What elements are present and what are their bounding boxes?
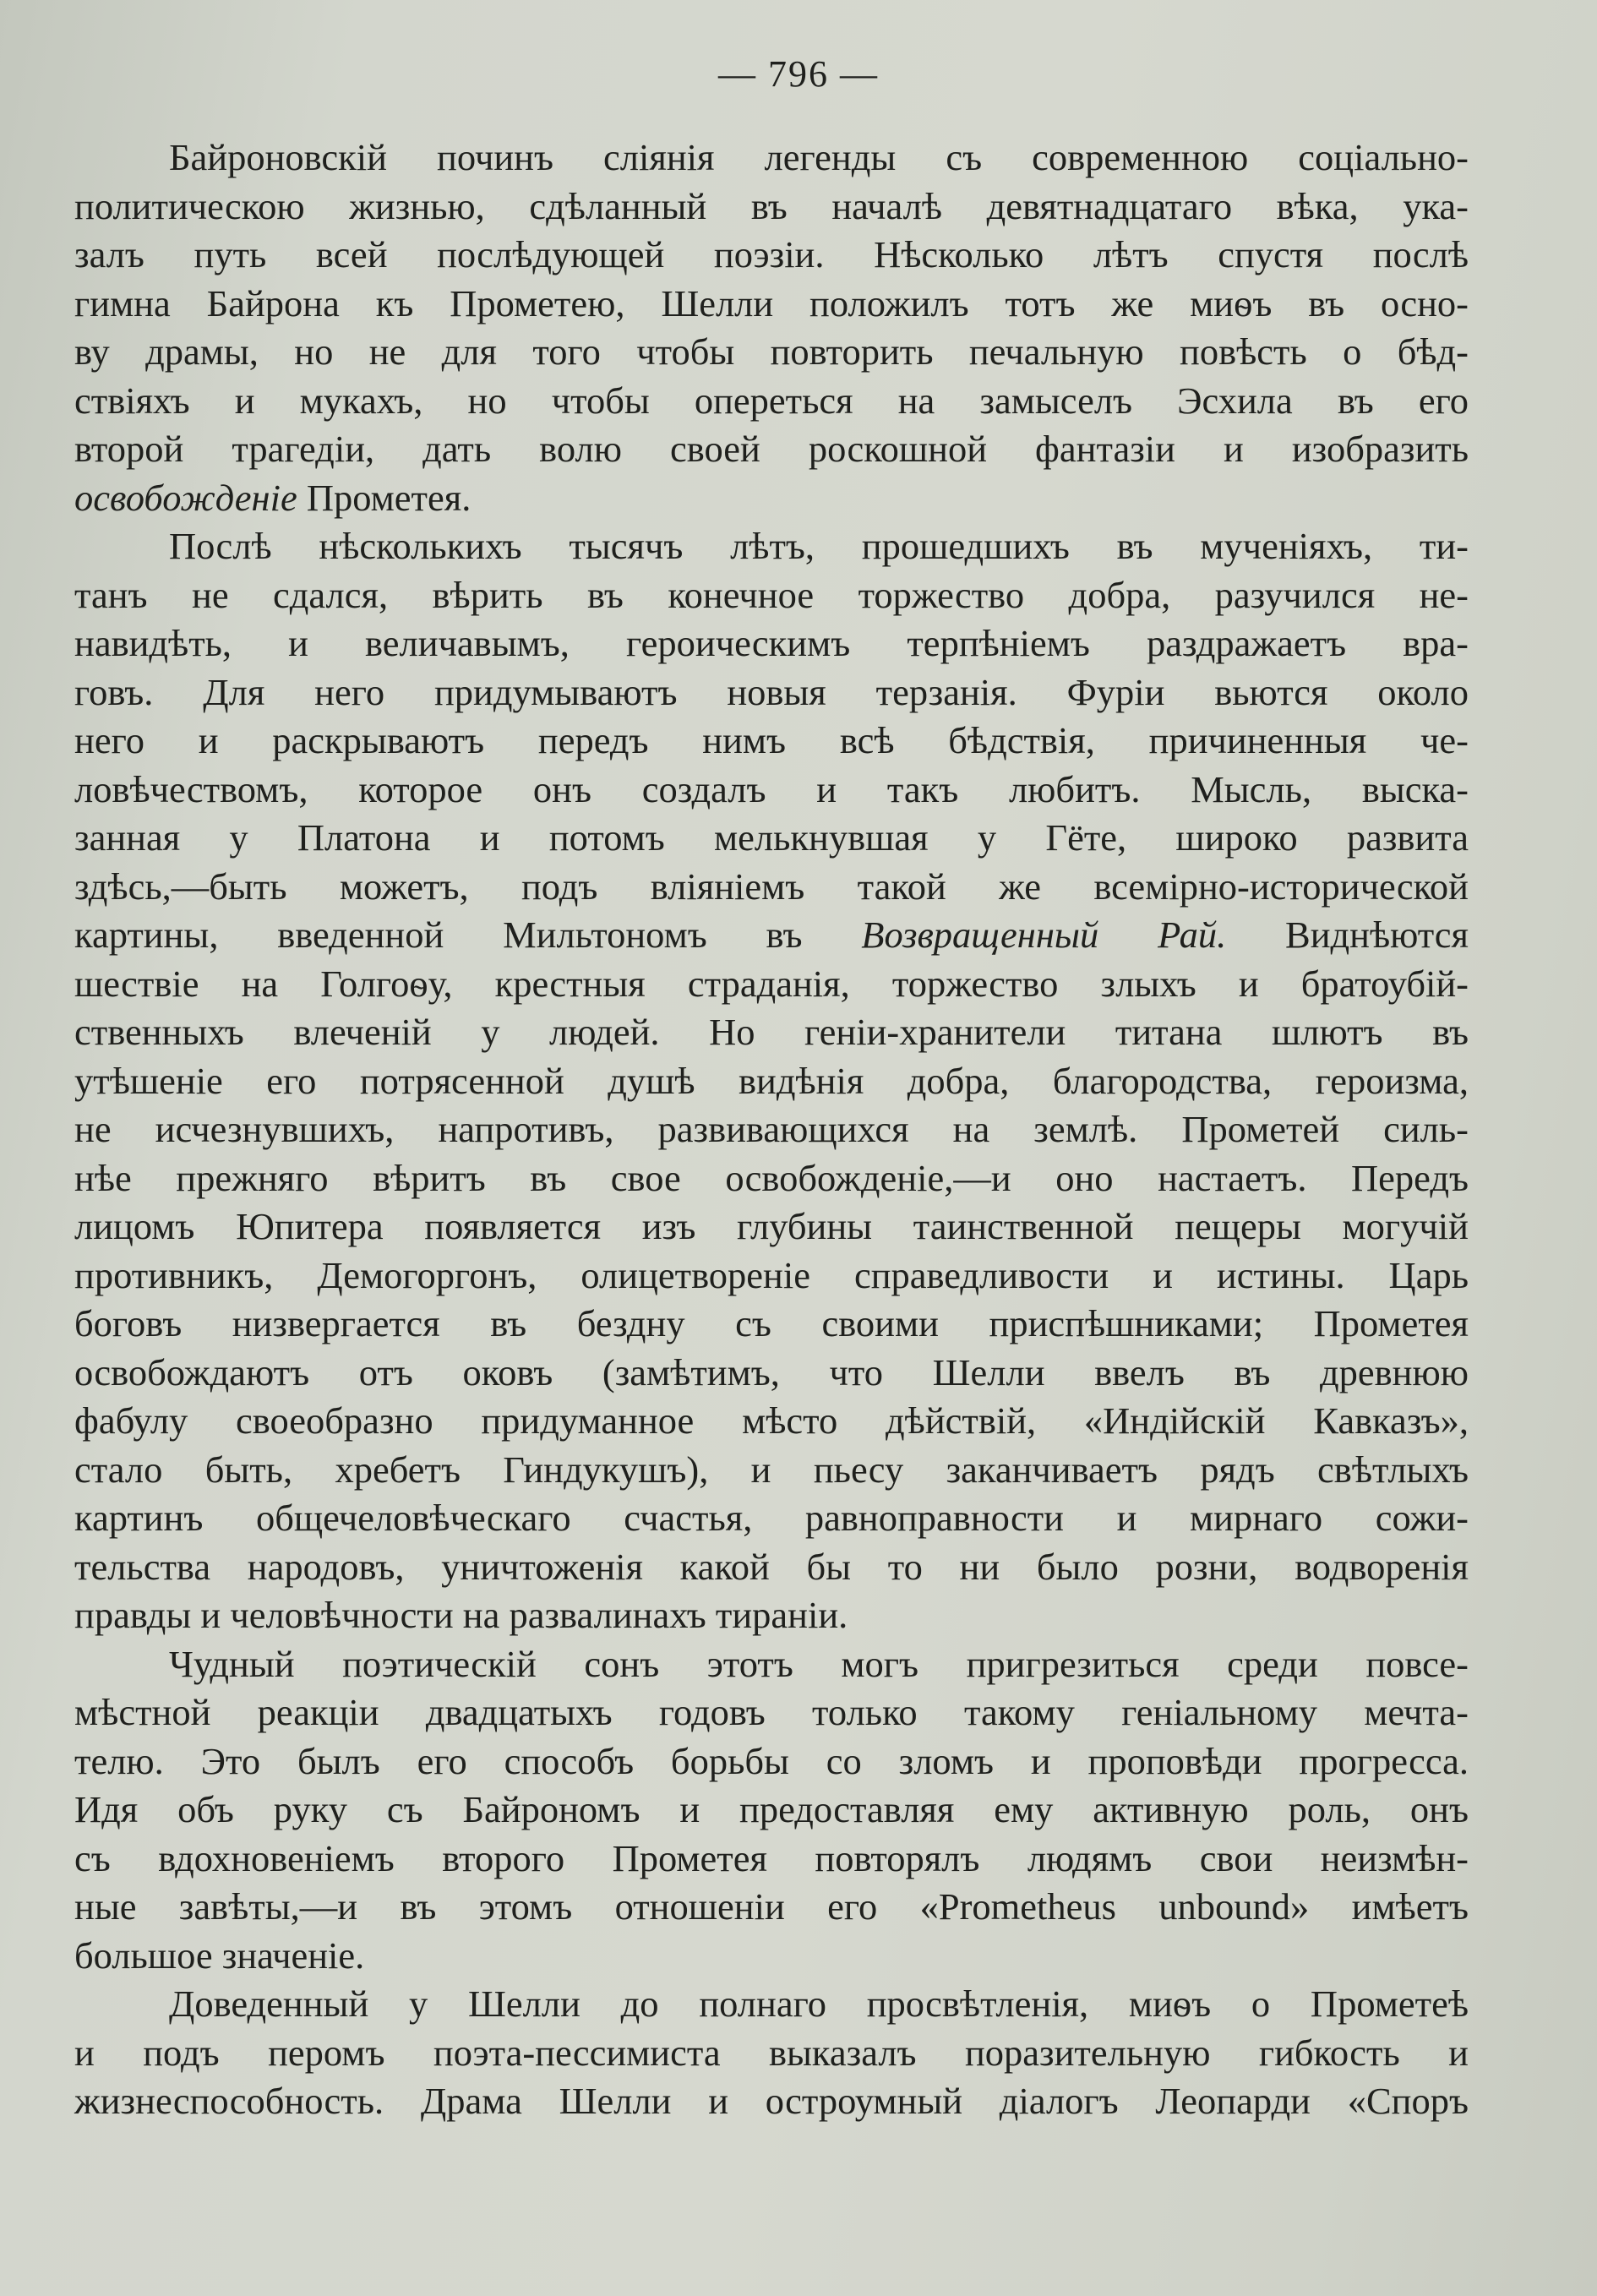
text-line: большое значеніе. [74, 1933, 365, 1977]
text-line: нѣе прежняго вѣритъ въ свое освобожденіе,—и оно настаетъ. Передъ [74, 1156, 1469, 1199]
text-line: не исчезнувшихъ, напротивъ, развивающихся на землѣ. Прометей силь- [74, 1108, 1469, 1150]
text-line: утѣшеніе его потрясенной душѣ видѣнія добра, благородства, героизма, [74, 1059, 1469, 1102]
text-line: картинъ общечеловѣческаго счастья, равноправности и мирнаго сожи- [74, 1497, 1469, 1539]
text-line: здѣсь,—быть можетъ, подъ вліяніемъ такой же всемірно-исторической [74, 864, 1469, 908]
paragraph-3 [74, 1640, 1469, 1981]
text-line: мѣстной реакціи двадцатыхъ годовъ только такому геніальному мечта- [74, 1691, 1469, 1733]
text-line [74, 474, 1469, 523]
text-line: лицомъ Юпитера появляется изъ глубины таинственной пещеры могучій [74, 1205, 1469, 1247]
text-line: ву драмы, но не для того чтобы повторить печальную повѣсть о бѣд- [74, 330, 1469, 373]
text-line: гимна Байрона къ Прометею, Шелли положилъ тотъ же миѳъ въ осно- [74, 281, 1469, 324]
text-line: ственныхъ влеченій у людей. Но геніи-хранители титана шлютъ въ [74, 1011, 1469, 1053]
paragraph-4 [74, 1980, 1469, 2126]
text-line: боговъ низвергается въ бездну съ своими приспѣшниками; Прометея [74, 1302, 1469, 1344]
text-line: говъ. Для него придумываютъ новыя терзанія. Фуріи вьются около [74, 670, 1469, 713]
italic-term: освобожденіе [74, 476, 297, 519]
text-body [74, 134, 1469, 2126]
text-line: занная у Платона и потомъ мелькнувшая у Гёте, широко развита [74, 816, 1469, 859]
text-line: танъ не сдался, вѣрить въ конечное торжество добра, разучился не- [74, 573, 1469, 616]
text-line: Доведенный у Шелли до полнаго просвѣтленія, миѳъ о Прометеѣ [169, 1982, 1469, 2025]
text-line: залъ путь всей послѣдующей поэзіи. Нѣсколько лѣтъ спустя послѣ [74, 233, 1469, 275]
text-line: ные завѣты,—и въ этомъ отношеніи его «Prometheus unbound» имѣетъ [74, 1885, 1469, 1928]
text-line: Послѣ нѣсколькихъ тысячъ лѣтъ, прошедшихъ въ мученіяхъ, ти- [169, 525, 1469, 567]
text-line: него и раскрываютъ передъ нимъ всѣ бѣдствія, причиненныя че- [74, 719, 1469, 761]
text-fragment: картины, введенной Мильтономъ въ [74, 913, 862, 956]
text-line: ловѣчествомъ, которое онъ создалъ и такъ любитъ. Мысль, выска- [74, 767, 1469, 810]
text-line: политическою жизнью, сдѣланный въ началѣ девятнадцатаго вѣка, ука- [74, 184, 1469, 227]
text-fragment: Прометея. [297, 476, 471, 519]
italic-title: Возвращенный Рай. [861, 913, 1227, 956]
text-line: жизнеспособность. Драма Шелли и остроумный діалогъ Леопарди «Споръ [74, 2080, 1469, 2122]
text-line: правды и человѣчности на развалинахъ тираніи. [74, 1594, 848, 1636]
text-line: Идя объ руку съ Байрономъ и предоставляя ему активную роль, онъ [74, 1788, 1469, 1830]
paragraph-1 [74, 134, 1469, 522]
text-line: Чудный поэтическій сонъ этотъ могъ пригрезиться среди повсе- [169, 1642, 1469, 1685]
text-line: фабулу своеобразно придуманное мѣсто дѣйствій, «Индійскій Кавказъ», [74, 1399, 1469, 1442]
text-line: ствіяхъ и мукахъ, но чтобы опереться на замыселъ Эсхила въ его [74, 379, 1469, 422]
text-line: шествіе на Голгоѳу, крестныя страданія, торжество злыхъ и братоубій- [74, 962, 1469, 1005]
text-line: освобождаютъ отъ оковъ (замѣтимъ, что Шелли ввелъ въ древнюю [74, 1350, 1469, 1393]
text-line: навидѣть, и величавымъ, героическимъ терпѣніемъ раздражаетъ вра- [74, 622, 1469, 664]
page-number: — 796 — [718, 53, 879, 95]
paragraph-2 [74, 522, 1469, 1640]
text-fragment: Виднѣются [1226, 913, 1469, 956]
text-line: стало быть, хребетъ Гиндукушъ), и пьесу заканчиваетъ рядъ свѣтлыхъ [74, 1448, 1469, 1491]
text-line: и подъ перомъ поэта-пессимиста выказалъ поразительную гибкость и [74, 2031, 1469, 2074]
text-line [74, 911, 1469, 960]
text-line: второй трагедіи, дать волю своей роскошной фантазіи и изобразить [74, 428, 1469, 470]
text-line: телю. Это былъ его способъ борьбы со зломъ и проповѣди прогресса. [74, 1739, 1469, 1782]
text-line: тельства народовъ, уничтоженія какой бы то ни было розни, водворенія [74, 1545, 1469, 1588]
text-line: противникъ, Демогоргонъ, олицетвореніе справедливости и истины. Царь [74, 1253, 1469, 1296]
text-line: съ вдохновеніемъ второго Прометея повторялъ людямъ свои неизмѣн- [74, 1836, 1469, 1879]
text-line: Байроновскій починъ сліянія легенды съ современною соціально- [169, 136, 1469, 178]
